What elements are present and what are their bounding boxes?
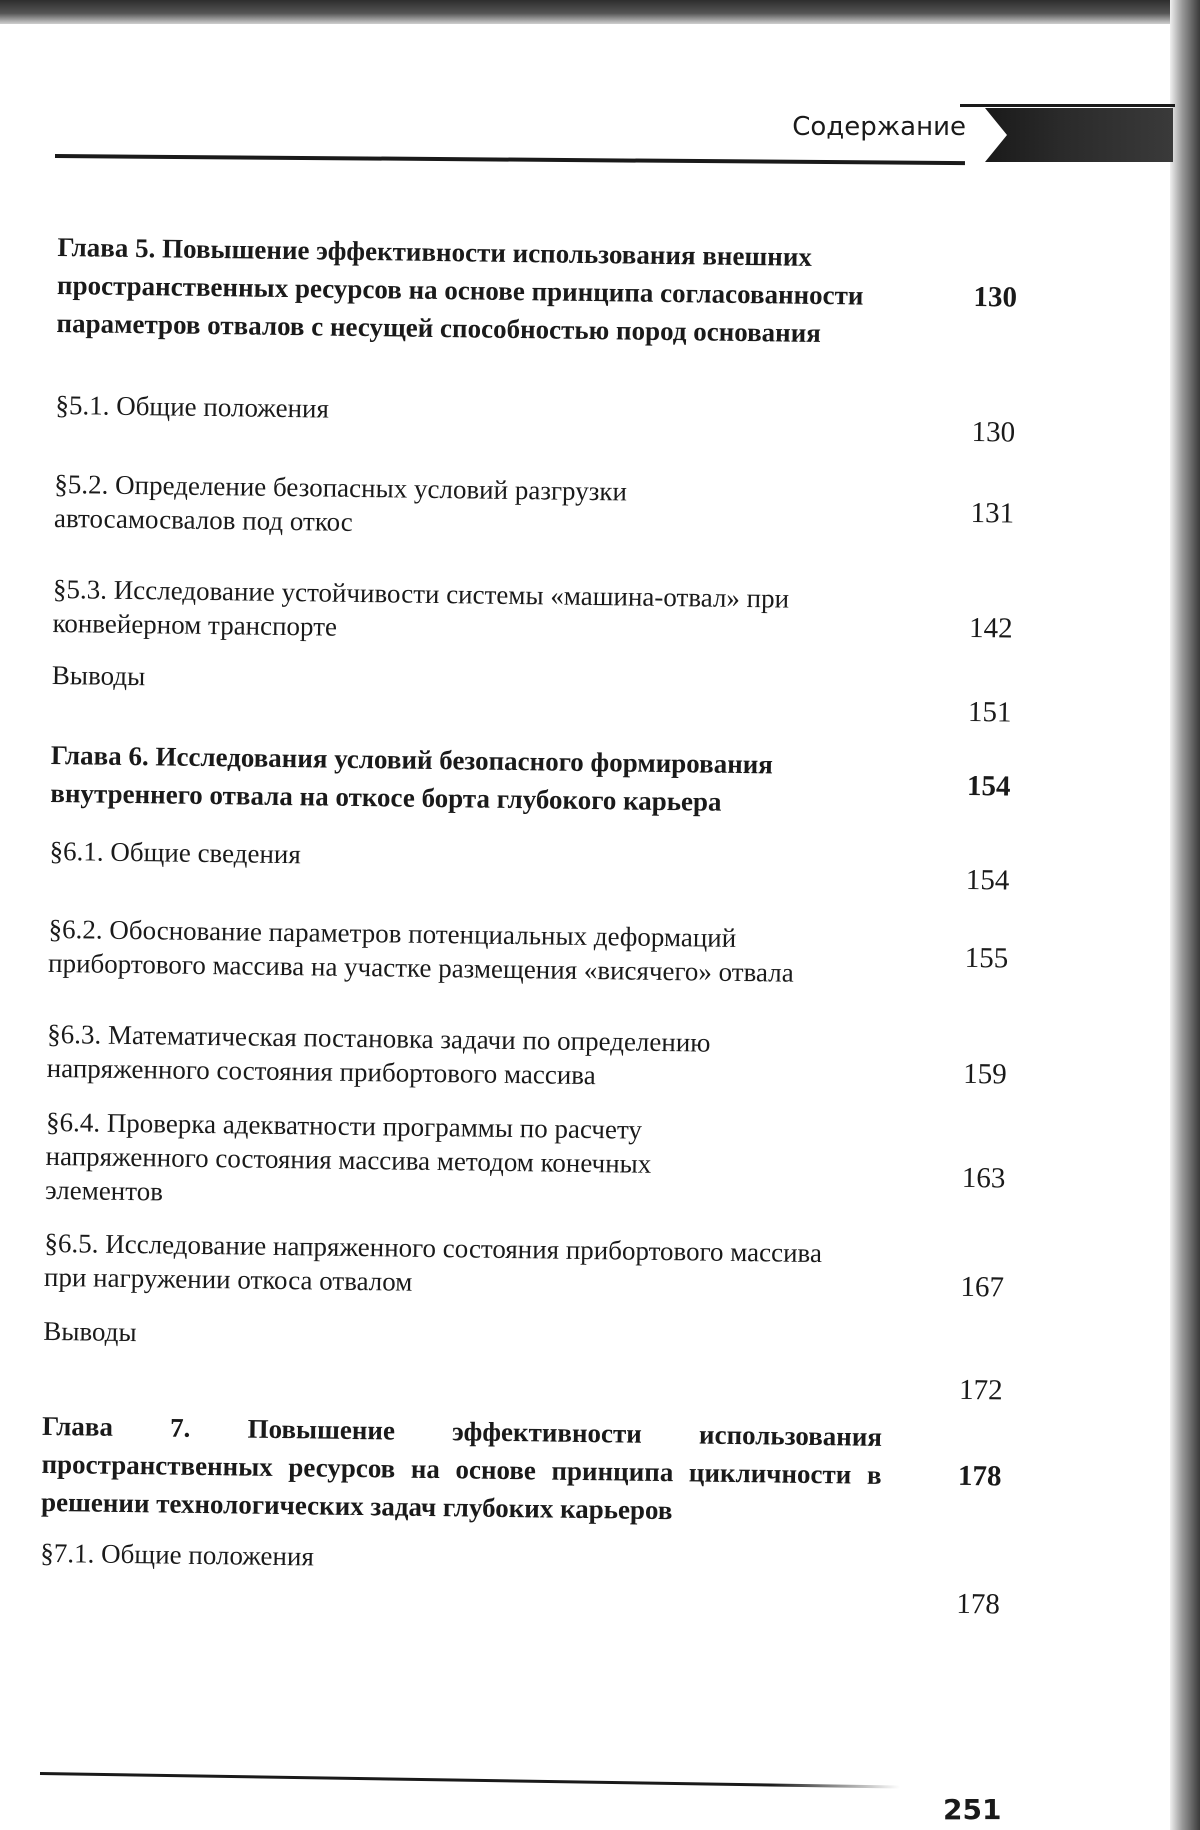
toc-entry-section-6-4 <box>45 1104 1006 1221</box>
toc-entry-page: 131 <box>970 496 1015 530</box>
toc-entry-title: §5.2. Определение безопасных условий разгрузки автосамосвалов под откос <box>53 468 628 537</box>
toc-entry-section-6-3 <box>47 1016 1008 1099</box>
toc-entry-page: 154 <box>965 863 1010 897</box>
toc-entry-section-5-2 <box>54 466 1015 549</box>
toc-entry-conclusions-6 <box>42 1314 1003 1411</box>
footer-rule <box>40 1772 900 1789</box>
scan-right-edge <box>1170 0 1200 1830</box>
toc-entry-title: §6.1. Общие сведения <box>49 835 301 870</box>
scan-top-edge <box>0 0 1200 24</box>
toc-entry-chapter-7 <box>41 1402 1003 1539</box>
page-number: 251 <box>943 1793 1002 1826</box>
toc-entry-title: §5.3. Исследование устойчивости системы «машина-отвал» при конвейерном транспорте <box>52 573 790 642</box>
toc-entry-page: 163 <box>961 1161 1006 1194</box>
toc-entry-chapter-5 <box>56 210 1018 373</box>
toc-entry-title: §5.1. Общие положения <box>55 389 330 424</box>
toc-entry-page: 159 <box>963 1057 1007 1090</box>
toc-entry-title: Выводы <box>51 659 146 692</box>
toc-entry-chapter-6 <box>50 736 1011 825</box>
toc-entry-section-5-3 <box>52 570 1013 655</box>
toc-entry-page: 151 <box>967 695 1012 729</box>
toc-entry-page: 178 <box>956 1587 1001 1621</box>
toc-entry-title: §6.4. Проверка адекватности программы по расчету напряженного состояния массива методом конечных элементов <box>44 1106 652 1207</box>
header-rule <box>55 154 965 165</box>
toc-entry-title: Выводы <box>43 1315 137 1348</box>
toc-entry-title: §6.5. Исследование напряженного состояния прибортового массива при нагружении откоса отвалом <box>43 1227 823 1297</box>
toc-entry-page: 130 <box>973 280 1018 314</box>
toc-entry-section-7-1 <box>40 1536 1001 1629</box>
toc-entry-page: 142 <box>968 611 1013 645</box>
toc-entry-title: Глава 6. Исследования условий безопасного формирования внутреннего отвала на откосе борта глубокого карьера <box>50 739 774 817</box>
toc-entry-page: 167 <box>960 1270 1005 1303</box>
toc-entry-page: 178 <box>957 1459 1002 1492</box>
toc-entry-page: 130 <box>971 415 1016 449</box>
header-tab-decoration <box>985 108 1173 162</box>
header-tab-line <box>960 104 1175 107</box>
toc-entry-title: Глава 5. Повышение эффективности использования внешних пространственных ресурсов на основе принципа согласованности параметров отвалов с несущей способностью пород основания <box>56 231 864 348</box>
toc-entry-page: 155 <box>964 941 1009 975</box>
toc-entry-title: §6.2. Обоснование параметров потенциальных деформаций прибортового массива на участке размещения «висячего» отвала <box>47 913 794 988</box>
toc-entry-title: Глава 7. Повышение эффективности использования пространственных ресурсов на основе принципа цикличности в решении технологических задач глубоких карьеров <box>40 1410 883 1526</box>
toc-entry-title: §6.3. Математическая постановка задачи по определению напряженного состояния прибортового массива <box>46 1018 711 1091</box>
toc-entry-page: 172 <box>958 1373 1003 1407</box>
toc-entry-page: 154 <box>966 769 1011 803</box>
toc-entry-section-6-2 <box>48 894 1009 1011</box>
running-header-title: Содержание <box>792 112 966 142</box>
toc-entry-conclusions-5 <box>51 658 1012 737</box>
toc-entry-title: §7.1. Общие положения <box>40 1537 315 1572</box>
toc-entry-section-6-5 <box>44 1224 1005 1309</box>
table-of-contents <box>40 210 1018 1628</box>
